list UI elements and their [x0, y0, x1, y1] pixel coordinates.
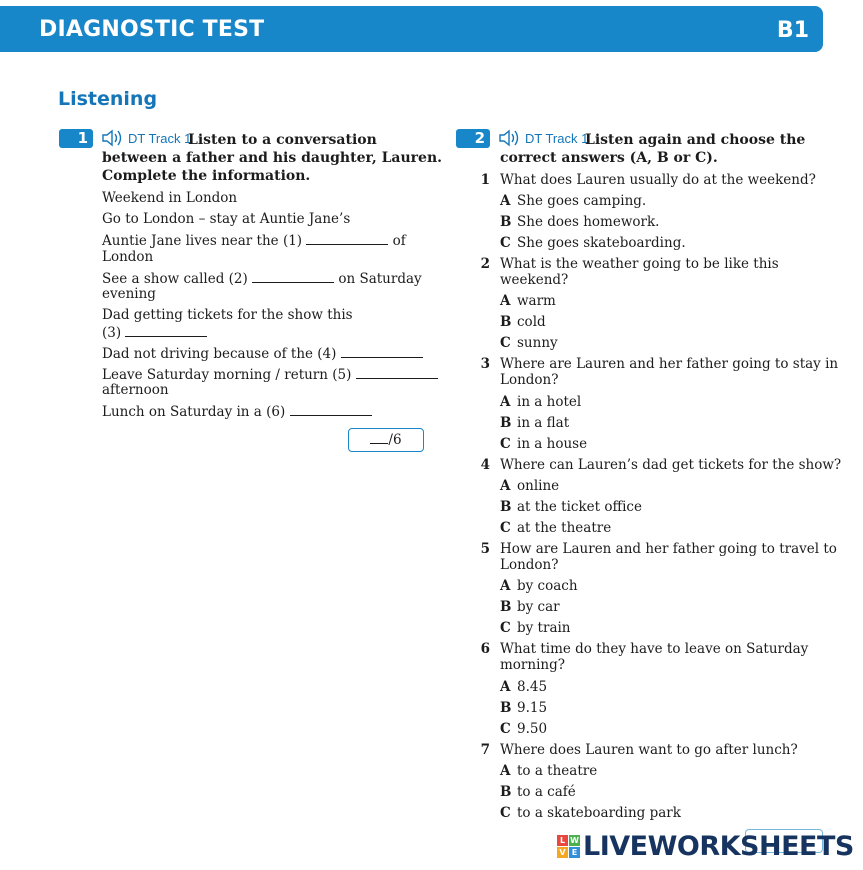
answer-blank-2[interactable]	[252, 270, 334, 283]
track-label: DT Track 1	[128, 130, 192, 146]
option-text[interactable]: in a house	[517, 436, 588, 452]
info-text: Leave Saturday morning / return (5)	[102, 367, 352, 383]
option-text[interactable]: warm	[517, 293, 556, 309]
info-line-6	[102, 403, 372, 420]
option-text[interactable]: She goes camping.	[517, 193, 647, 209]
option-text[interactable]: by coach	[517, 578, 578, 594]
answer-blank-4[interactable]	[341, 345, 423, 358]
question-text: weekend?	[500, 272, 569, 288]
option-text[interactable]: to a skateboarding park	[517, 805, 681, 821]
info-line-1-cont: London	[102, 249, 154, 265]
option-text[interactable]: online	[517, 478, 560, 494]
logo-wordmark: LIVEWORKSHEETS	[583, 831, 854, 862]
answer-blank-1[interactable]	[306, 232, 388, 245]
exercise-2-instruction-line: correct answers (A, B or C).	[500, 150, 718, 166]
option-letter[interactable]: A	[500, 679, 511, 695]
option-text[interactable]: in a hotel	[517, 394, 582, 410]
option-text[interactable]: 8.45	[517, 679, 548, 695]
option-letter[interactable]: C	[500, 335, 511, 351]
exercise-1-track[interactable]	[101, 128, 191, 148]
option-text[interactable]: 9.15	[517, 700, 548, 716]
question-text: Where can Lauren’s dad get tickets for the show?	[500, 457, 842, 473]
question-number: 6	[480, 641, 490, 657]
logo-grid-cell: V	[557, 847, 568, 858]
exercise-1-score-box[interactable]	[348, 428, 424, 452]
option-letter[interactable]: B	[500, 499, 512, 515]
logo-grid-cell: W	[570, 836, 579, 845]
option-letter[interactable]: B	[500, 214, 512, 230]
question-text: Where does Lauren want to go after lunch?	[500, 742, 798, 758]
option-letter[interactable]: C	[500, 721, 511, 737]
info-line-3: Dad getting tickets for the show this	[102, 307, 353, 323]
score-blank[interactable]	[370, 430, 388, 444]
info-text: of	[392, 233, 406, 249]
info-text: See a show called (2)	[102, 271, 248, 287]
question-number: 5	[480, 541, 490, 557]
info-heading: Weekend in London	[102, 190, 238, 206]
exercise-2-track[interactable]	[498, 128, 588, 148]
exercise-1-instruction-line: Complete the information.	[102, 168, 311, 184]
speaker-icon[interactable]	[498, 128, 522, 148]
info-line-1	[102, 232, 406, 249]
info-line-2-cont: evening	[102, 286, 156, 302]
logo-grid-cell: E	[569, 847, 580, 858]
question-text: Where are Lauren and her father going to stay in	[500, 356, 839, 372]
option-letter[interactable]: C	[500, 436, 511, 452]
option-text[interactable]: by train	[517, 620, 571, 636]
info-line-4	[102, 345, 423, 362]
option-text[interactable]: in a flat	[517, 415, 570, 431]
option-letter[interactable]: A	[500, 578, 511, 594]
answer-blank-3[interactable]	[125, 324, 207, 337]
option-text[interactable]: 9.50	[517, 721, 548, 737]
info-line-5	[102, 366, 438, 383]
info-line: Go to London – stay at Auntie Jane’s	[102, 211, 351, 227]
option-letter[interactable]: B	[500, 314, 512, 330]
answer-blank-6[interactable]	[290, 403, 372, 416]
option-letter[interactable]: A	[500, 193, 511, 209]
option-letter[interactable]: C	[500, 620, 511, 636]
question-number: 4	[480, 457, 490, 473]
option-text[interactable]: by car	[517, 599, 560, 615]
exercise-2-instruction-line: Listen again and choose the	[585, 132, 806, 148]
question-text: morning?	[500, 657, 565, 673]
option-letter[interactable]: B	[500, 700, 512, 716]
liveworksheets-logo[interactable]	[557, 831, 854, 862]
exercise-1-instruction-line: between a father and his daughter, Lauren.	[102, 150, 443, 166]
exercise-1-instruction-line: Listen to a conversation	[188, 132, 377, 148]
option-letter[interactable]: A	[500, 478, 511, 494]
info-line-2	[102, 270, 422, 287]
logo-grid-cell: L	[557, 835, 568, 846]
question-text: London?	[500, 557, 559, 573]
question-text: London?	[500, 372, 559, 388]
question-number: 3	[480, 356, 490, 372]
question-text: What is the weather going to be like this	[500, 256, 779, 272]
question-text: What does Lauren usually do at the weekend?	[500, 172, 816, 188]
option-letter[interactable]: B	[500, 415, 512, 431]
option-text[interactable]: at the ticket office	[517, 499, 642, 515]
info-text: Auntie Jane lives near the (1)	[102, 233, 303, 249]
speaker-icon[interactable]	[101, 128, 125, 148]
info-text: on Saturday	[338, 271, 422, 287]
option-letter[interactable]: B	[500, 599, 512, 615]
option-text[interactable]: She does homework.	[517, 214, 660, 230]
test-title: DIAGNOSTIC TEST	[39, 17, 265, 42]
option-letter[interactable]: C	[500, 520, 511, 536]
level-badge: B1	[776, 18, 809, 43]
info-text: Lunch on Saturday in a (6)	[102, 404, 286, 420]
option-text[interactable]: to a café	[517, 784, 576, 800]
question-text: How are Lauren and her father going to travel to	[500, 541, 837, 557]
option-letter[interactable]: A	[500, 394, 511, 410]
info-line-3-cont	[102, 324, 207, 341]
option-letter[interactable]: A	[500, 763, 511, 779]
info-line-5-cont: afternoon	[102, 382, 169, 398]
score-total: /6	[388, 432, 402, 448]
option-text[interactable]: at the theatre	[517, 520, 612, 536]
option-letter[interactable]: B	[500, 784, 512, 800]
option-text[interactable]: sunny	[517, 335, 558, 351]
option-text[interactable]: to a theatre	[517, 763, 598, 779]
answer-blank-5[interactable]	[356, 366, 438, 379]
section-title: Listening	[58, 88, 158, 110]
option-text[interactable]: She goes skateboarding.	[517, 235, 686, 251]
track-label: DT Track 1	[525, 130, 589, 146]
question-number: 2	[480, 256, 490, 272]
option-text[interactable]: cold	[517, 314, 546, 330]
question-number: 1	[480, 172, 490, 188]
option-letter[interactable]: C	[500, 235, 511, 251]
option-letter[interactable]: A	[500, 293, 511, 309]
option-letter[interactable]: C	[500, 805, 511, 821]
exercise-2-number: 2	[456, 129, 490, 148]
header-bar	[0, 6, 823, 52]
exercise-1-number: 1	[59, 129, 93, 148]
logo-grid-icon	[557, 835, 580, 858]
info-text: Dad not driving because of the (4)	[102, 346, 337, 362]
question-number: 7	[480, 742, 490, 758]
info-text: (3)	[102, 325, 122, 341]
question-text: What time do they have to leave on Saturday	[500, 641, 809, 657]
